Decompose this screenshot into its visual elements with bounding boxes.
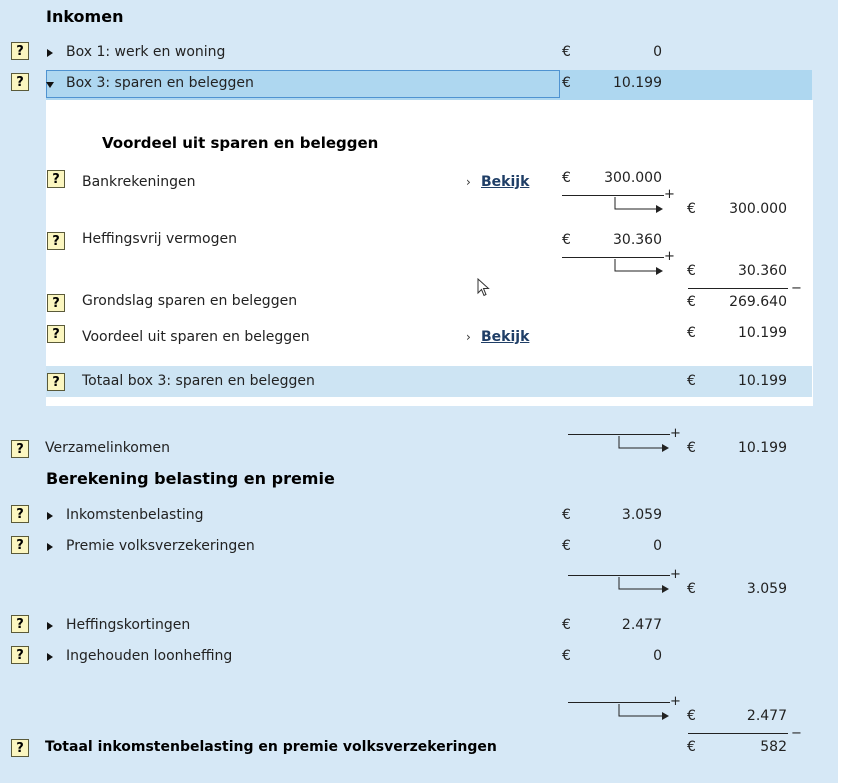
mouse-cursor-icon xyxy=(477,278,491,298)
currency-symbol: € xyxy=(687,263,696,279)
currency-symbol: € xyxy=(562,232,571,248)
currency-symbol: € xyxy=(562,44,571,60)
help-icon[interactable]: ? xyxy=(11,615,29,633)
totaal-box3-value: 10.199 xyxy=(738,373,787,389)
grondslag-value: 269.640 xyxy=(729,294,787,310)
voordeel-value: 10.199 xyxy=(738,325,787,341)
heffingsvrij-value: 30.360 xyxy=(613,232,662,248)
window-edge xyxy=(838,0,852,783)
bankrekeningen-value: 300.000 xyxy=(604,170,662,186)
expand-arrow-icon[interactable] xyxy=(47,543,53,551)
help-icon[interactable]: ? xyxy=(11,536,29,554)
currency-symbol: € xyxy=(562,507,571,523)
currency-symbol: € xyxy=(687,708,696,724)
currency-symbol: € xyxy=(562,648,571,664)
expand-arrow-icon[interactable] xyxy=(47,653,53,661)
box3-value: 10.199 xyxy=(613,75,662,91)
bekijk-voordeel-link[interactable]: Bekijk xyxy=(481,329,530,345)
currency-symbol: € xyxy=(687,294,696,310)
premie-label[interactable]: Premie volksverzekeringen xyxy=(66,538,255,554)
totaal-box3-label: Totaal box 3: sparen en beleggen xyxy=(82,373,315,389)
help-icon[interactable]: ? xyxy=(11,73,29,91)
expand-arrow-icon[interactable] xyxy=(47,622,53,630)
verzamelinkomen-value: 10.199 xyxy=(738,440,787,456)
currency-symbol: € xyxy=(562,538,571,554)
plus-operator: + xyxy=(670,694,681,709)
currency-symbol: € xyxy=(687,581,696,597)
help-icon[interactable]: ? xyxy=(47,232,65,250)
currency-symbol: € xyxy=(562,617,571,633)
heffingskortingen-label[interactable]: Heffingskortingen xyxy=(66,617,191,633)
expand-arrow-icon[interactable] xyxy=(47,49,53,57)
carry-arrow-icon xyxy=(614,435,670,453)
subtotaal-belasting-value: 3.059 xyxy=(746,581,787,597)
plus-operator: + xyxy=(670,567,681,582)
section-heading-inkomen: Inkomen xyxy=(46,7,124,26)
currency-symbol: € xyxy=(687,373,696,389)
minus-operator: − xyxy=(791,281,802,296)
bankrekeningen-label: Bankrekeningen xyxy=(82,174,196,190)
help-icon[interactable]: ? xyxy=(11,440,29,458)
currency-symbol: € xyxy=(687,201,696,217)
plus-operator: + xyxy=(664,187,675,202)
loonheffing-value: 0 xyxy=(653,648,662,664)
currency-symbol: € xyxy=(687,440,696,456)
subtotaal-kortingen-value: 2.477 xyxy=(746,708,787,724)
heffingsvrij-label: Heffingsvrij vermogen xyxy=(82,231,237,247)
box3-label[interactable]: Box 3: sparen en beleggen xyxy=(66,75,254,91)
box1-label[interactable]: Box 1: werk en woning xyxy=(66,44,226,60)
carry-arrow-icon xyxy=(614,576,670,594)
grondslag-label: Grondslag sparen en beleggen xyxy=(82,293,298,309)
difference-line xyxy=(688,288,788,289)
help-icon[interactable]: ? xyxy=(11,646,29,664)
carry-arrow-icon xyxy=(614,703,670,721)
currency-symbol: € xyxy=(562,170,571,186)
minus-operator: − xyxy=(791,726,802,741)
totaal-belasting-label: Totaal inkomstenbelasting en premie volksverzekeringen xyxy=(45,739,497,755)
box1-value: 0 xyxy=(653,44,662,60)
help-icon[interactable]: ? xyxy=(11,42,29,60)
carry-arrow-icon xyxy=(610,196,664,214)
currency-symbol: € xyxy=(687,739,696,755)
difference-line xyxy=(688,733,788,734)
chevron-right-icon: › xyxy=(466,175,471,189)
help-icon[interactable]: ? xyxy=(47,294,65,312)
help-icon[interactable]: ? xyxy=(47,325,65,343)
collapse-arrow-icon[interactable] xyxy=(46,82,54,88)
verzamelinkomen-label: Verzamelinkomen xyxy=(45,440,170,456)
chevron-right-icon: › xyxy=(466,330,471,344)
currency-symbol: € xyxy=(687,325,696,341)
section-heading-berekening: Berekening belasting en premie xyxy=(46,469,335,488)
inkomstenbelasting-value: 3.059 xyxy=(621,507,662,523)
plus-operator: + xyxy=(664,249,675,264)
help-icon[interactable]: ? xyxy=(47,170,65,188)
plus-operator: + xyxy=(670,426,681,441)
bankrekeningen-sum: 300.000 xyxy=(729,201,787,217)
voordeel-label: Voordeel uit sparen en beleggen xyxy=(82,329,310,345)
help-icon[interactable]: ? xyxy=(11,505,29,523)
inkomstenbelasting-label[interactable]: Inkomstenbelasting xyxy=(66,507,204,523)
carry-arrow-icon xyxy=(610,258,664,276)
bekijk-bankrekeningen-link[interactable]: Bekijk xyxy=(481,174,530,190)
premie-value: 0 xyxy=(653,538,662,554)
loonheffing-label[interactable]: Ingehouden loonheffing xyxy=(66,648,233,664)
help-icon[interactable]: ? xyxy=(11,739,29,757)
heffingsvrij-sum: 30.360 xyxy=(738,263,787,279)
box3-detail-heading: Voordeel uit sparen en beleggen xyxy=(102,134,379,152)
heffingskortingen-value: 2.477 xyxy=(621,617,662,633)
expand-arrow-icon[interactable] xyxy=(47,512,53,520)
currency-symbol: € xyxy=(562,75,571,91)
help-icon[interactable]: ? xyxy=(47,373,65,391)
totaal-belasting-value: 582 xyxy=(760,739,787,755)
